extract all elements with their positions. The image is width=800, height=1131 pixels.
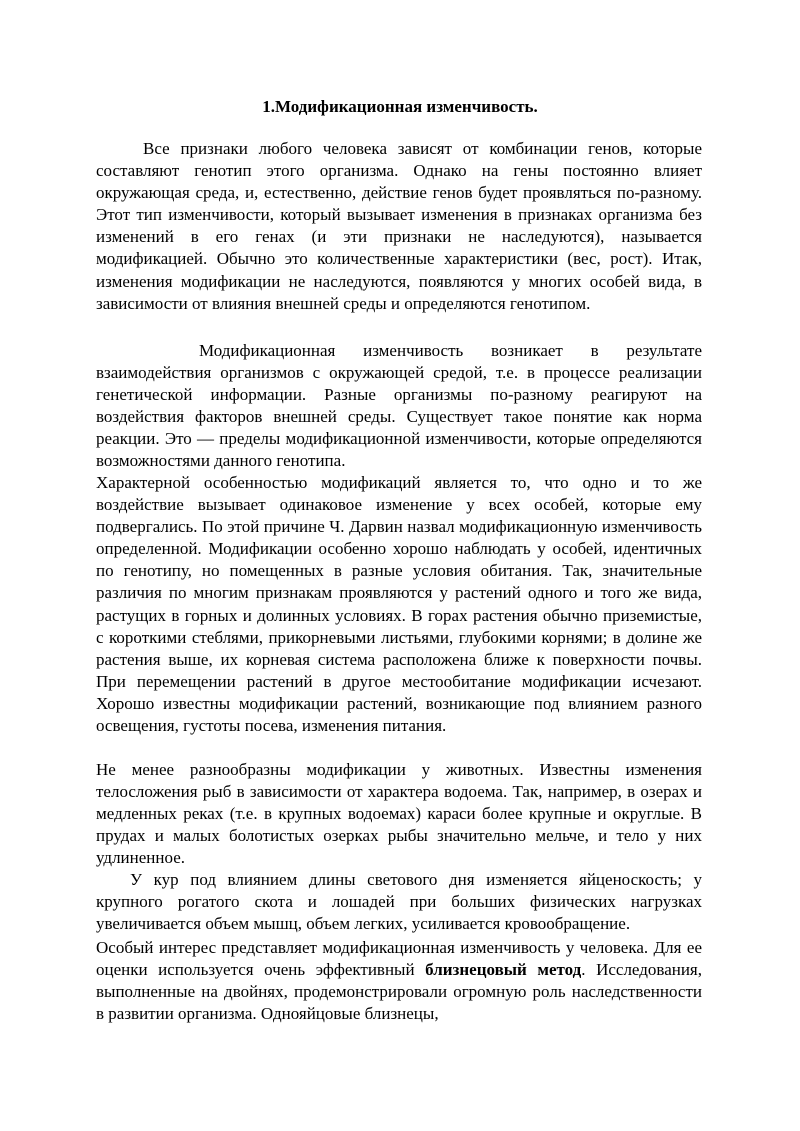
paragraph-poultry-livestock: У кур под влиянием длины светового дня изменяется яйценоскость; у крупного рогатого скота и лошадей при больших физических нагрузках увеличивается объем мышц, объем легких, усиливается кровообращение. [96, 870, 702, 934]
paragraph-human-twins [96, 937, 702, 1025]
paragraph-animal-modifications: Не менее разнообразны модификации у животных. Известны изменения телосложения рыб в зависимости от характера водоема. Так, например, в озерах и медленных реках (т.е. в крупных водоемах) караси более крупные и округлые. В прудах и малых болотистых озерках рыбы значительно мельче, и тело у них удлиненное. [96, 760, 702, 868]
document-title: 1.Модификационная изменчивость. [262, 97, 538, 116]
paragraph-modification-variability: Модификационная изменчивость возникает в результате взаимодействия организмов с окружающей средой, т.е. в процессе реализации генетической информации. Разные организмы по-разному реагируют на воздействия факторов внешней среды. Существует такое понятие как норма реакции. Это — пределы модификационной изменчивости, которые определяются возможностями данного генотипа. [96, 341, 702, 471]
paragraph-plant-modifications: Характерной особенностью модификаций является то, что одно и то же воздействие вызывает одинаковое изменение у всех особей, которые ему подвергались. По этой причине Ч. Дарвин назвал модификационную изменчивость определенной. Модификации особенно хорошо наблюдать у особей, идентичных по генотипу, но помещенных в разные условия обитания. Так, значительные различия по многим признакам проявляются у растений одного и того же вида, растущих в горных и долинных условиях. В горах растения обычно приземистые, с короткими стеблями, прикорневыми листьями, глубокими корнями; в долине же растения выше, их корневая система расположена ближе к поверхности почвы. При перемещении растений в другое местообитание модификации исчезают. Хорошо известны модификации растений, возникающие под влиянием разного освещения, густоты посева, изменения питания. [96, 473, 702, 736]
paragraph-genotype: Все признаки любого человека зависят от комбинации генов, которые составляют генотип этого организма. Однако на гены постоянно влияет окружающая среда, и, естественно, действие генов будет проявляться по-разному. Этот тип изменчивости, который вызывает изменения в признаках организма без изменений в его генах (и эти признаки не наследуются), называется модификацией. Обычно это количественные характеристики (вес, рост). Итак, изменения модификации не наследуются, появляются у многих особей вида, в зависимости от влияния внешней среды и определяются генотипом. [96, 139, 702, 313]
paragraph-text-before: Особый интерес представляет модификационная изменчивость у человека. Для ее оценки используется очень эффективный [96, 938, 702, 980]
paragraph-text-after: . Исследования, выполненные на двойнях, продемонстрировали огромную роль наследственности в развитии организма. Однояйцовые близнецы, [96, 960, 703, 1024]
twin-method-term: близнецовый метод [425, 960, 582, 980]
